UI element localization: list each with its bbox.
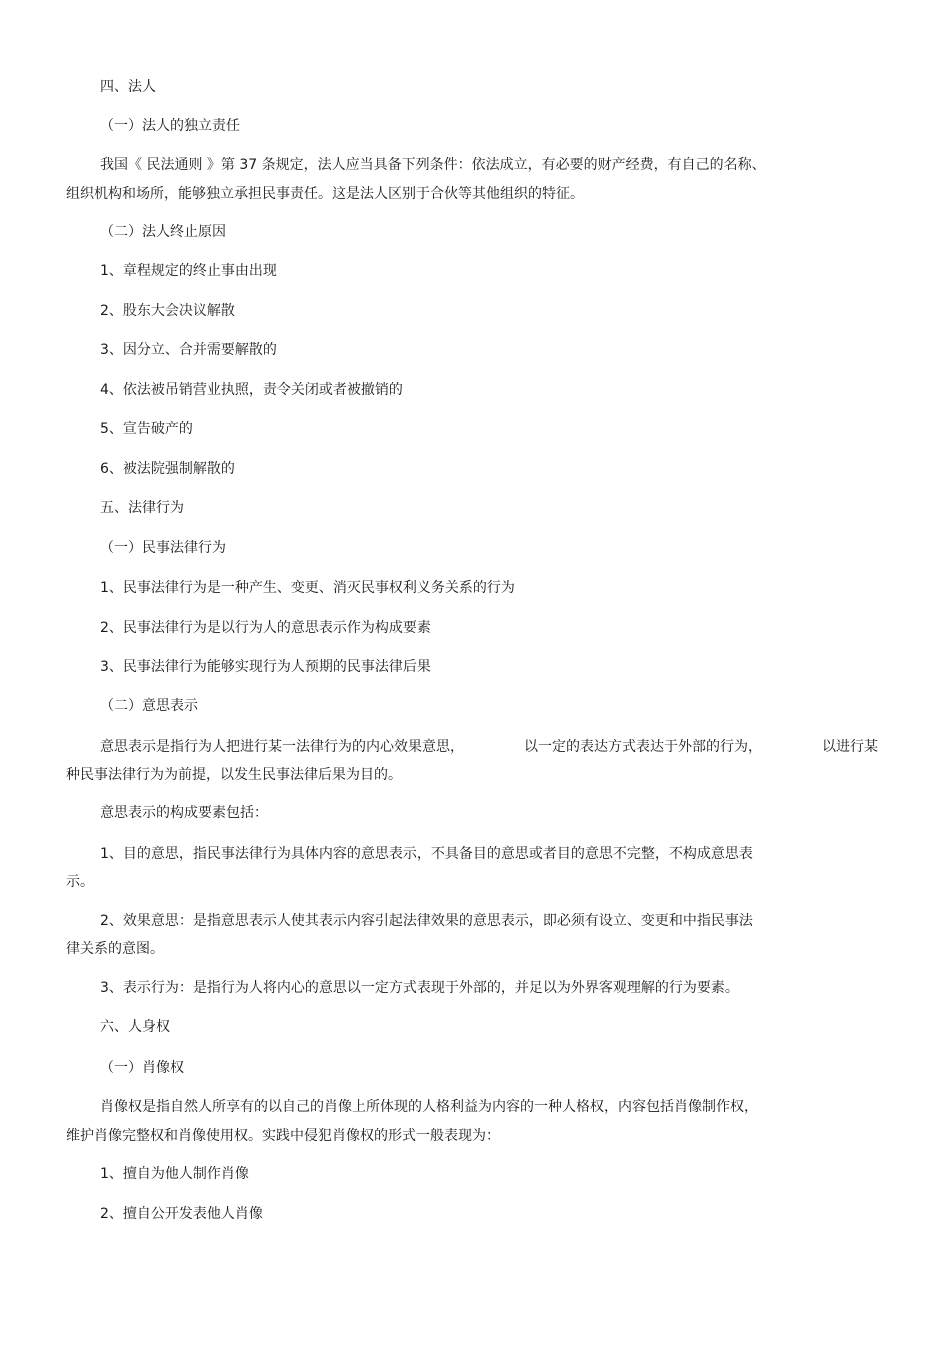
section-heading: 五、法律行为 bbox=[100, 500, 184, 516]
list-item: 2、股东大会决议解散 bbox=[100, 303, 235, 319]
paragraph-line: 意思表示的构成要素包括： bbox=[100, 805, 268, 821]
paragraph-line: 律关系的意图。 bbox=[66, 941, 164, 957]
list-item: 2、民事法律行为是以行为人的意思表示作为构成要素 bbox=[100, 620, 431, 636]
list-item: 1、民事法律行为是一种产生、变更、消灭民事权利义务关系的行为 bbox=[100, 580, 515, 596]
list-item: 1、擅自为他人制作肖像 bbox=[100, 1166, 249, 1182]
subsection-heading: （二）法人终止原因 bbox=[100, 224, 226, 240]
paragraph-line: 种民事法律行为为前提，以发生民事法律后果为目的。 bbox=[66, 767, 402, 783]
paragraph-line: 我国《 民法通则 》第 37 条规定，法人应当具备下列条件：依法成立，有必要的财产经费，有自己的名称、 bbox=[100, 157, 766, 173]
element-item: 2、效果意思：是指意思表示人使其表示内容引起法律效果的意思表示，即必须有设立、变更和中指民事法 bbox=[100, 913, 753, 929]
subsection-heading: （一）法人的独立责任 bbox=[100, 118, 240, 134]
section-heading: 六、人身权 bbox=[100, 1019, 170, 1035]
list-item: 1、章程规定的终止事由出现 bbox=[100, 263, 277, 279]
paragraph-line: 肖像权是指自然人所享有的以自己的肖像上所体现的人格利益为内容的一种人格权，内容包括肖像制作权， bbox=[100, 1099, 758, 1115]
element-item: 1、目的意思，指民事法律行为具体内容的意思表示，不具备目的意思或者目的意思不完整，不构成意思表 bbox=[100, 846, 753, 862]
subsection-heading: （二）意思表示 bbox=[100, 698, 198, 714]
element-item: 3、表示行为：是指行为人将内心的意思以一定方式表现于外部的，并足以为外界客观理解的行为要素。 bbox=[100, 980, 739, 996]
paragraph-line: 维护肖像完整权和肖像使用权。实践中侵犯肖像权的形式一般表现为： bbox=[66, 1128, 500, 1144]
list-item: 5、宣告破产的 bbox=[100, 421, 193, 437]
definition-part: 意思表示是指行为人把进行某一法律行为的内心效果意思， bbox=[100, 739, 464, 755]
list-item: 3、因分立、合并需要解散的 bbox=[100, 342, 277, 358]
list-item: 6、被法院强制解散的 bbox=[100, 461, 235, 477]
definition-part: 以一定的表达方式表达于外部的行为， bbox=[524, 739, 762, 755]
subsection-heading: （一）肖像权 bbox=[100, 1060, 184, 1076]
paragraph-line: 组织机构和场所，能够独立承担民事责任。这是法人区别于合伙等其他组织的特征。 bbox=[66, 186, 584, 202]
definition-line bbox=[100, 737, 878, 757]
list-item: 4、依法被吊销营业执照，责令关闭或者被撤销的 bbox=[100, 382, 403, 398]
definition-part: 以进行某 bbox=[822, 739, 878, 755]
list-item: 2、擅自公开发表他人肖像 bbox=[100, 1206, 263, 1222]
paragraph-line: 示。 bbox=[66, 874, 94, 890]
section-heading: 四、法人 bbox=[100, 79, 156, 95]
subsection-heading: （一）民事法律行为 bbox=[100, 540, 226, 556]
list-item: 3、民事法律行为能够实现行为人预期的民事法律后果 bbox=[100, 659, 431, 675]
